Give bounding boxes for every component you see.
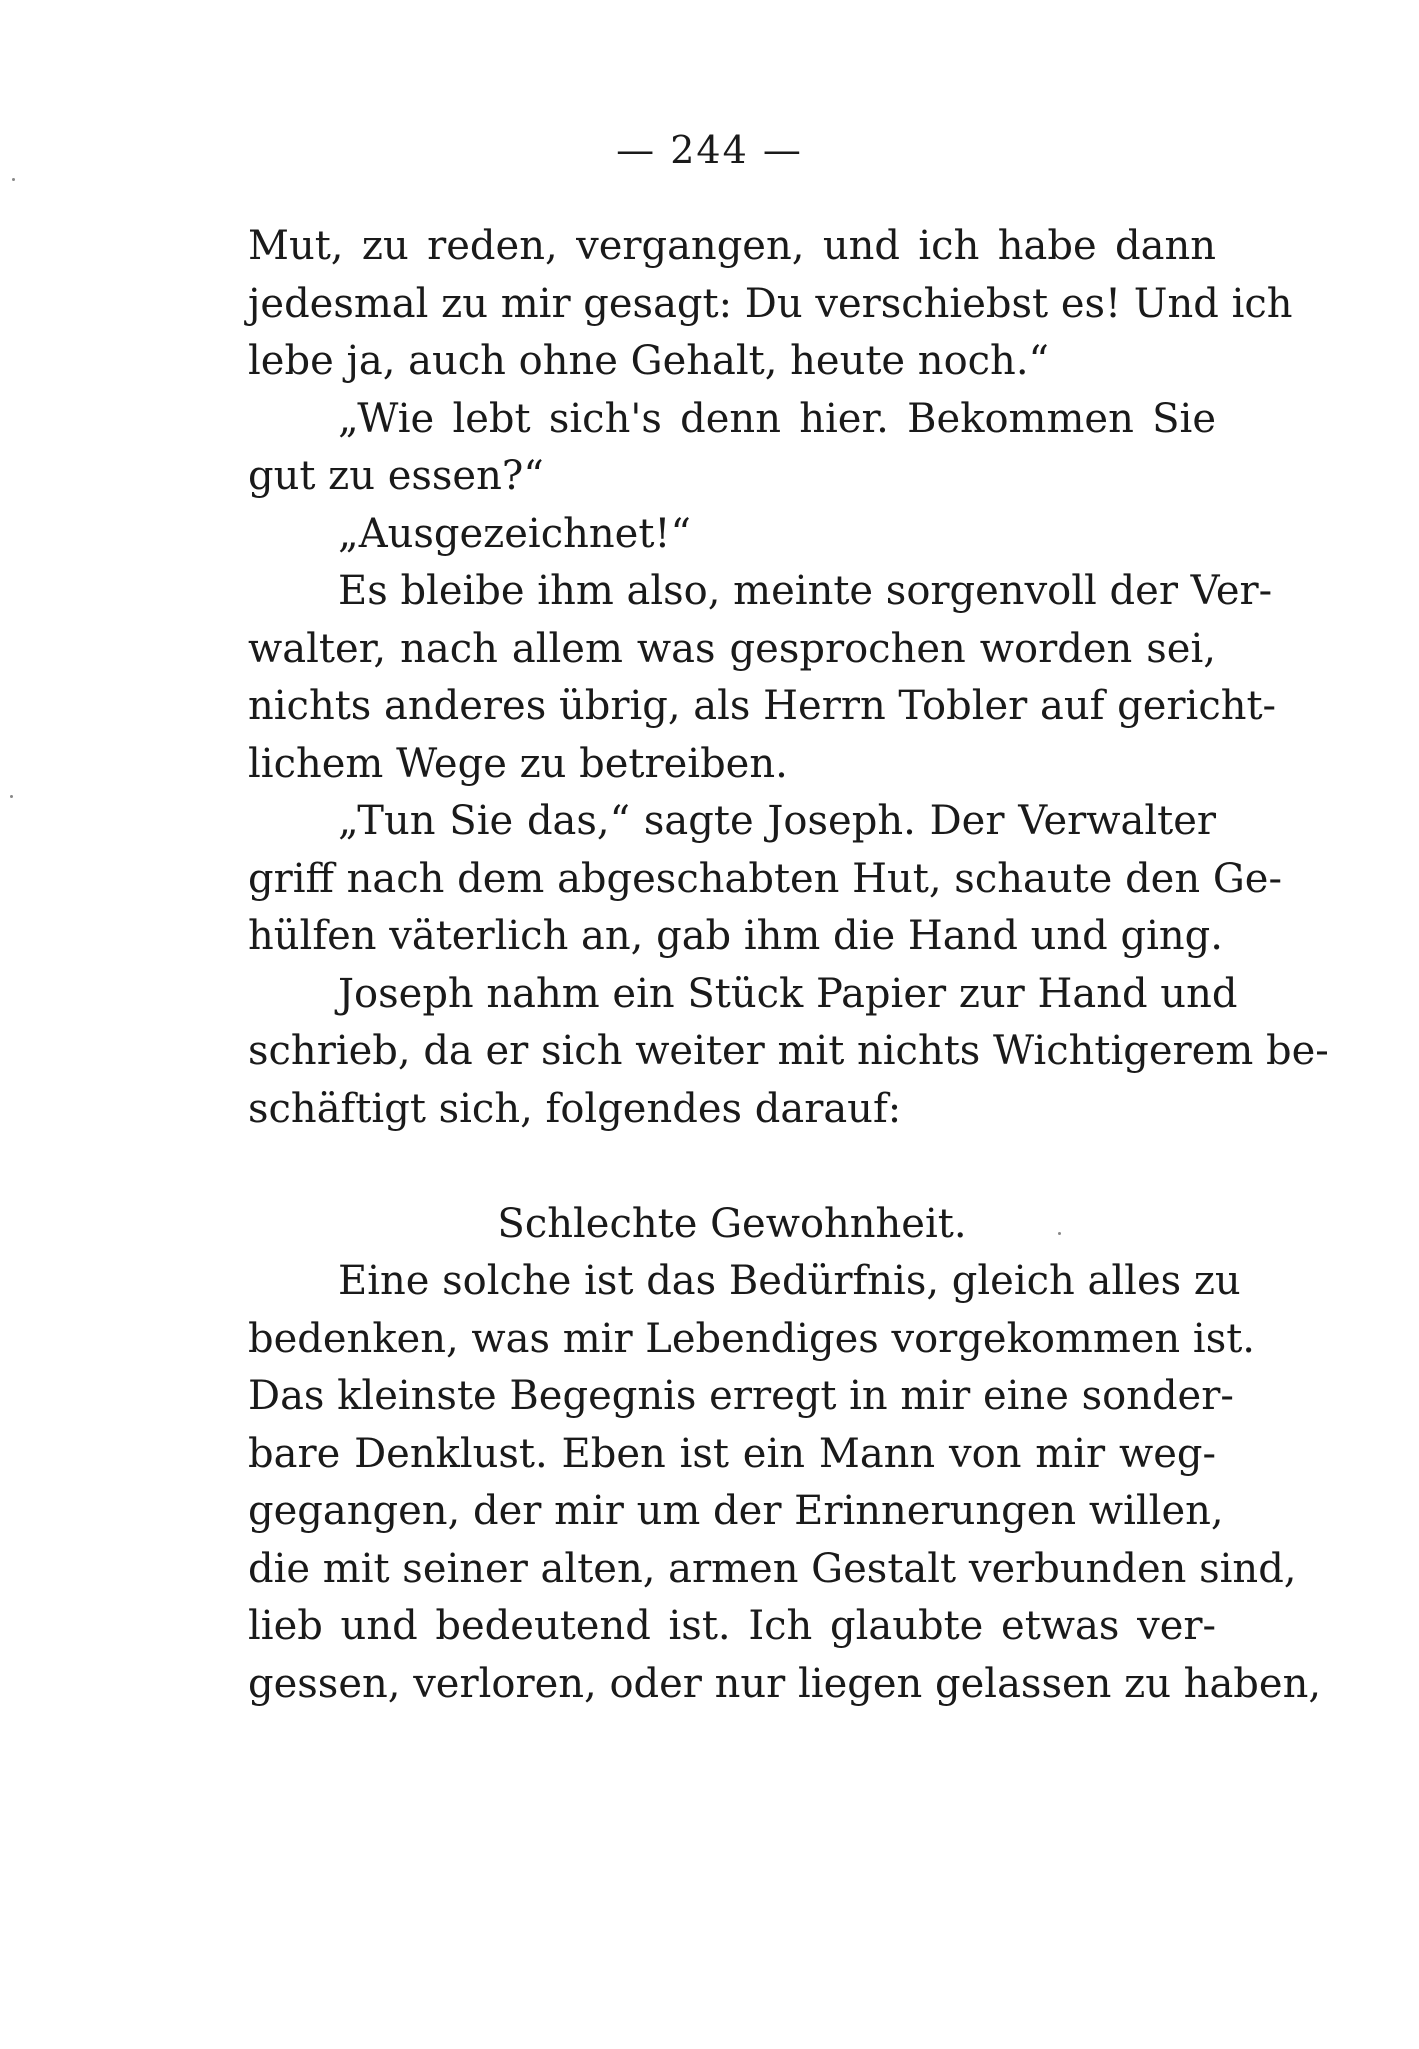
text-line: walter, nach allem was gesprochen worden sei, — [248, 625, 1216, 672]
text-line: „Wie lebt sich's denn hier. Bekommen Sie — [338, 395, 1216, 442]
text-line: „Ausgezeichnet!“ — [338, 510, 691, 557]
text-line: gessen, verloren, oder nur liegen gelassen zu haben, — [248, 1660, 1322, 1707]
text-line: gegangen, der mir um der Erinnerungen willen, — [248, 1488, 1224, 1534]
text-line: griff nach dem abgeschabten Hut, schaute den Ge- — [248, 855, 1282, 902]
scan-speck — [10, 795, 13, 798]
text-line: Es bleibe ihm also, meinte sorgenvoll der Ver- — [338, 568, 1273, 614]
text-line: Eine solche ist das Bedürfnis, gleich alles zu — [338, 1258, 1241, 1304]
text-line: Joseph nahm ein Stück Papier zur Hand und — [338, 970, 1238, 1017]
text-line: hülfen väterlich an, gab ihm die Hand und ging. — [248, 913, 1223, 959]
text-line: Das kleinste Begegnis erregt in mir eine sonder- — [248, 1373, 1234, 1419]
text-line: Mut, zu reden, vergangen, und ich habe dann — [248, 223, 1216, 269]
text-line: nichts anderes übrig, als Herrn Tobler auf gericht- — [248, 683, 1277, 729]
blank-line — [248, 1138, 1216, 1196]
text-line: schrieb, da er sich weiter mit nichts Wichtigerem be- — [248, 1028, 1329, 1074]
text-line: lebe ja, auch ohne Gehalt, heute noch.“ — [248, 338, 1049, 384]
text-line: bare Denklust. Eben ist ein Mann von mir weg- — [248, 1430, 1216, 1477]
essay-title: Schlechte Gewohnheit. — [497, 1200, 967, 1247]
page-number: — 244 — — [616, 128, 803, 172]
text-line: jedesmal zu mir gesagt: Du verschiebst es! Und ich — [248, 280, 1293, 327]
text-line: bedenken, was mir Lebendiges vorgekommen ist. — [248, 1315, 1256, 1362]
text-line: schäftigt sich, folgendes darauf: — [248, 1085, 902, 1132]
scan-speck — [12, 178, 15, 181]
text-line: lieb und bedeutend ist. Ich glaubte etwas ver- — [248, 1603, 1216, 1649]
text-line: gut zu essen?“ — [248, 453, 544, 499]
scan-speck — [1058, 1232, 1061, 1235]
text-line: die mit seiner alten, armen Gestalt verbunden sind, — [248, 1545, 1297, 1592]
text-line: lichem Wege zu betreiben. — [248, 740, 788, 787]
page-body-text — [248, 218, 1329, 1713]
text-line: „Tun Sie das,“ sagte Joseph. Der Verwalter — [338, 798, 1216, 844]
